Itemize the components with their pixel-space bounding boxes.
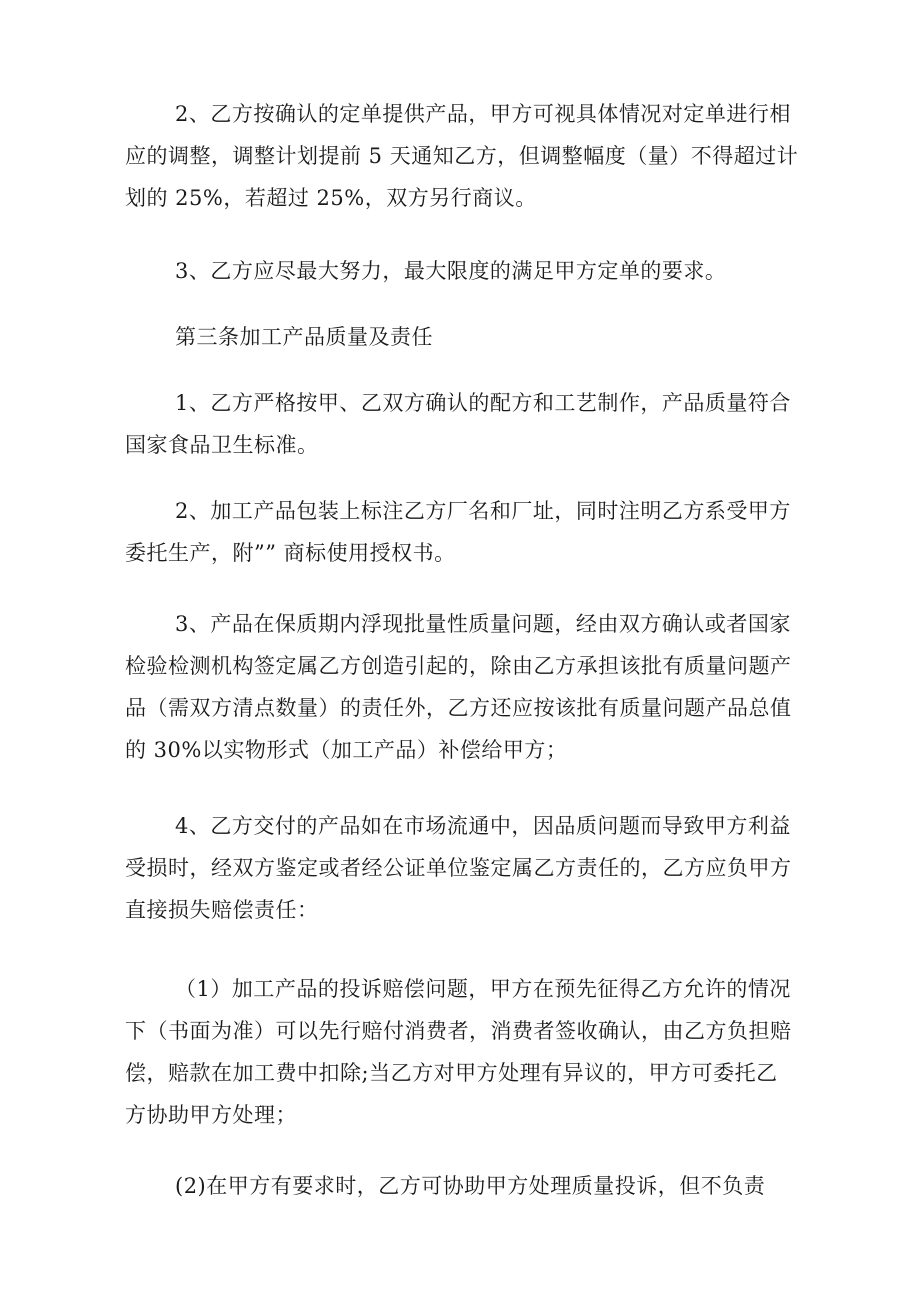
- section-heading: 第三条加工产品质量及责任: [175, 325, 433, 349]
- text-line: 2、加工产品包装上标注乙方厂名和厂址，同时注明乙方系受甲方: [175, 499, 791, 523]
- paragraph-2-order-adjustment: [125, 93, 805, 219]
- text-line: (2)在甲方有要求时，乙方可协助甲方处理质量投诉，但不负责: [175, 1174, 766, 1198]
- text-line: 偿，赔款在加工费中扣除;当乙方对甲方处理有异议的，甲方可委托乙: [125, 1061, 778, 1085]
- text-line: 方协助甲方处理；: [125, 1103, 297, 1127]
- text-line: 国家食品卫生标准。: [125, 433, 319, 457]
- paragraph-2-packaging-label: [125, 490, 805, 574]
- paragraph-3-best-effort: [125, 250, 805, 292]
- text-line: 品（需双方清点数量）的责任外，乙方还应按该批有质量问题产品总值: [125, 696, 792, 720]
- text-line: 2、乙方按确认的定单提供产品，甲方可视具体情况对定单进行相: [175, 102, 791, 126]
- text-line: 检验检测机构签定属乙方创造引起的，除由乙方承担该批有质量问题产: [125, 654, 792, 678]
- text-line: 受损时，经双方鉴定或者经公证单位鉴定属乙方责任的，乙方应负甲方: [125, 856, 792, 880]
- text-line: 划的 25%，若超过 25%，双方另行商议。: [125, 186, 537, 210]
- text-line: 3、乙方应尽最大努力，最大限度的满足甲方定单的要求。: [175, 259, 727, 283]
- subparagraph-2-assist-complaints: [125, 1165, 805, 1207]
- text-line: 应的调整，调整计划提前 5 天通知乙方，但调整幅度（量）不得超过计: [125, 144, 799, 168]
- text-line: 下（书面为准）可以先行赔付消费者，消费者签收确认，由乙方负担赔: [125, 1019, 792, 1043]
- paragraph-4-market-liability: [125, 805, 805, 931]
- text-line: 的 30%以实物形式（加工产品）补偿给甲方；: [125, 738, 568, 762]
- text-line: 委托生产，附”” 商标使用授权书。: [125, 541, 456, 565]
- subparagraph-1-complaint-compensation: [125, 968, 805, 1136]
- text-line: （1）加工产品的投诉赔偿问题，甲方在预先征得乙方允许的情况: [175, 977, 791, 1001]
- paragraph-1-quality-standard: [125, 382, 805, 466]
- paragraph-3-batch-quality-issues: [125, 603, 805, 771]
- text-line: 直接损失赔偿责任：: [125, 898, 319, 922]
- text-line: 1、乙方严格按甲、乙双方确认的配方和工艺制作，产品质量符合: [175, 391, 791, 415]
- text-line: 4、乙方交付的产品如在市场流通中，因品质问题而导致甲方利益: [175, 814, 791, 838]
- section-heading-article-3: [125, 316, 805, 358]
- text-line: 3、产品在保质期内浮现批量性质量问题，经由双方确认或者国家: [175, 612, 791, 636]
